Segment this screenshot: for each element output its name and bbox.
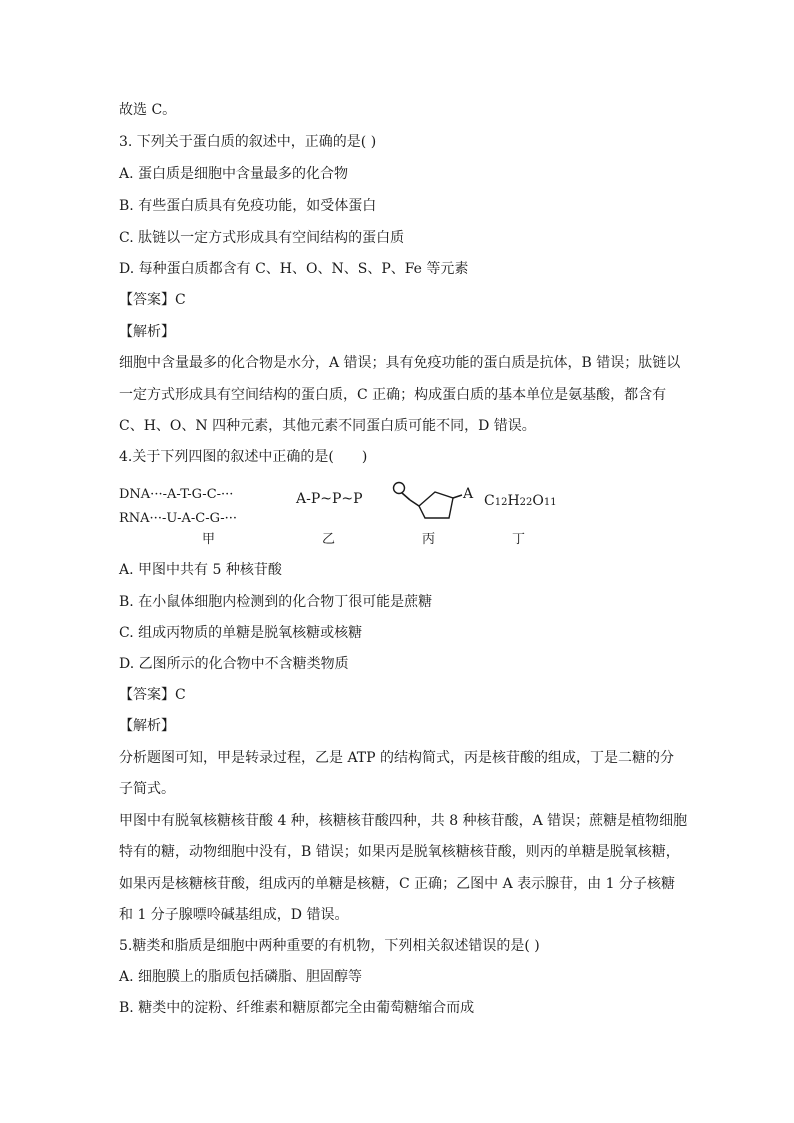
- question-4-stem: 4.关于下列四图的叙述中正确的是( ): [119, 449, 368, 465]
- text-line: 故选 C。: [119, 102, 177, 118]
- question-5-stem: 5.糖类和脂质是细胞中两种重要的有机物，下列相关叙述错误的是( ): [119, 938, 540, 954]
- question-4-option-d: D. 乙图所示的化合物中不含糖类物质: [119, 656, 349, 672]
- question-4-option-c: C. 组成丙物质的单糖是脱氧核糖或核糖: [119, 625, 363, 641]
- rna-strand-label: RNA···-U-A-C-G-···: [119, 511, 237, 526]
- analysis-text-line: 分析题图可知，甲是转录过程，乙是 ATP 的结构简式，丙是核苷酸的组成，丁是二糖的分: [119, 750, 675, 766]
- caption-ding: 丁: [512, 532, 526, 547]
- question-4-analysis-heading: 【解析】: [119, 718, 175, 734]
- sucrose-formula: C12H22O11: [484, 493, 557, 509]
- question-3-analysis-heading: 【解析】: [119, 324, 175, 340]
- phosphate-circle: [394, 483, 405, 494]
- question-4-answer: 【答案】C: [119, 687, 186, 703]
- dna-strand-label: DNA···-A-T-G-C-···: [119, 487, 234, 502]
- question-3-answer: 【答案】C: [119, 292, 186, 308]
- analysis-text-line: 细胞中含量最多的化合物是水分，A 错误；具有免疫功能的蛋白质是抗体，B 错误；肽链以: [119, 355, 681, 371]
- question-3-stem: 3. 下列关于蛋白质的叙述中，正确的是( ): [119, 134, 377, 150]
- analysis-text-line: 甲图中有脱氧核糖核苷酸 4 种，核糖核苷酸四种，共 8 种核苷酸，A 错误；蔗糖是植物细胞: [119, 813, 688, 829]
- analysis-text-line: 特有的糖，动物细胞中没有，B 错误；如果丙是脱氧核糖核苷酸，则丙的单糖是脱氧核糖，: [119, 844, 680, 860]
- nucleotide-structure: [394, 483, 475, 519]
- caption-jia: 甲: [202, 532, 216, 547]
- question-5-option-a: A. 细胞膜上的脂质包括磷脂、胆固醇等: [119, 969, 363, 985]
- question-3-option-b: B. 有些蛋白质具有免疫功能，如受体蛋白: [119, 198, 377, 214]
- phosphate-bond-line: [402, 493, 410, 500]
- analysis-text-line: 一定方式形成具有空间结构的蛋白质，C 正确；构成蛋白质的基本单位是氨基酸，都含有: [119, 387, 667, 403]
- analysis-text-line: C、H、O、N 四种元素，其他元素不同蛋白质可能不同，D 错误。: [119, 418, 536, 434]
- pentose-ring: [419, 492, 453, 518]
- question-4-figure: [119, 478, 679, 548]
- question-3-option-c: C. 肽链以一定方式形成具有空间结构的蛋白质: [119, 230, 405, 246]
- question-5-option-b: B. 糖类中的淀粉、纤维素和糖原都完全由葡萄糖缩合而成: [119, 1000, 475, 1016]
- caption-yi: 乙: [322, 532, 336, 547]
- question-4-option-a: A. 甲图中共有 5 种核苷酸: [119, 562, 282, 578]
- question-4-option-b: B. 在小鼠体细胞内检测到的化合物丁很可能是蔗糖: [119, 594, 433, 610]
- analysis-text-line: 子简式。: [119, 781, 175, 797]
- atp-formula: A-P~P~P: [296, 491, 363, 507]
- question-3-option-d: D. 每种蛋白质都含有 C、H、O、N、S、P、Fe 等元素: [119, 261, 469, 277]
- analysis-text-line: 如果丙是核糖核苷酸，组成丙的单糖是核糖，C 正确；乙图中 A 表示腺苷，由 1 分子核糖: [119, 876, 675, 892]
- question-3-option-a: A. 蛋白质是细胞中含量最多的化合物: [119, 166, 349, 182]
- base-bond-line: [453, 495, 462, 498]
- analysis-text-line: 和 1 分子腺嘌呤碱基组成，D 错误。: [119, 907, 349, 923]
- base-label: A: [463, 486, 474, 502]
- sugar-link-line: [410, 500, 419, 506]
- caption-bing: 丙: [422, 532, 436, 547]
